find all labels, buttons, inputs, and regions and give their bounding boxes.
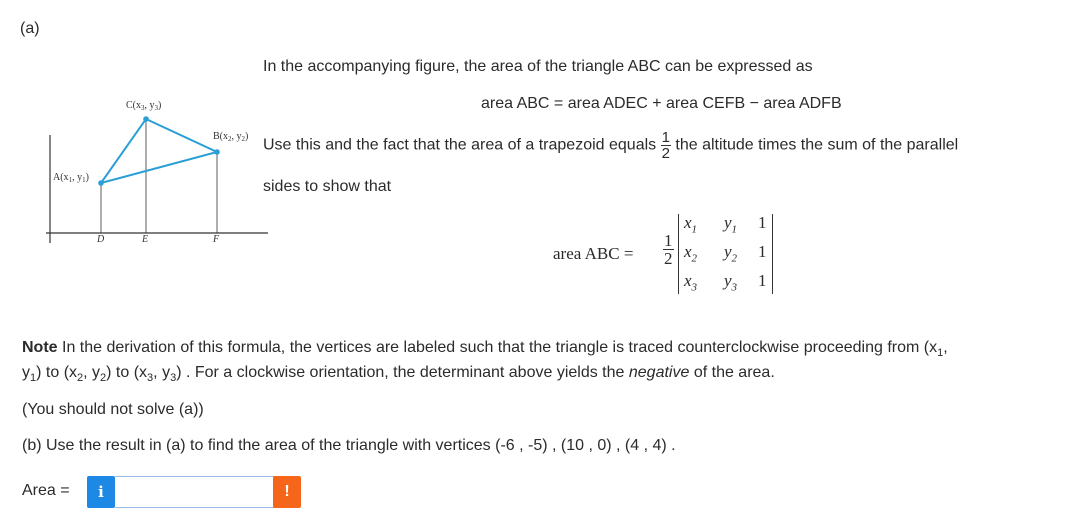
note-clockwise: ) . For a clockwise orientation, the determinant above yields the [176, 364, 625, 381]
formula-half [663, 232, 674, 267]
det-x2: $x_2$ [684, 242, 698, 265]
no-solve-text: (You should not solve (a)) [22, 401, 204, 418]
formula-lhs-text: area ABC = [553, 244, 634, 263]
det-right-bar [772, 214, 773, 294]
label-B: $B(x_2$, $y_2$) [213, 131, 249, 143]
det-one-3: 1 [758, 271, 767, 290]
formula-half-num: 1 [664, 231, 673, 250]
formula-lhs [553, 244, 633, 264]
note-to1: ) to (x [36, 364, 78, 381]
part-a-label: (a) [20, 20, 40, 37]
trapezoid-text-part1: Use this and the fact that the area of a trapezoid equals [263, 136, 657, 154]
det-one-1: 1 [758, 213, 767, 232]
half-fraction [661, 130, 671, 161]
det-one-2: 1 [758, 242, 767, 261]
half-denominator: 2 [661, 145, 670, 162]
label-C: $C(x_3$, $y_3$) [126, 100, 162, 112]
note-y3: , y [153, 364, 171, 381]
trapezoid-text [263, 130, 958, 161]
warning-icon[interactable]: ! [273, 476, 301, 508]
det-left-bar [678, 214, 679, 294]
half-numerator: 1 [661, 129, 670, 146]
tick-D: D [97, 234, 105, 245]
trapezoid-text-part2: the altitude times the sum of the parallel [675, 136, 959, 154]
area-equation: area ABC = area ADEC + area CEFB − area ADFB [481, 95, 842, 112]
vertex-A [98, 180, 104, 186]
area-answer-input[interactable] [115, 476, 276, 508]
formula-half-den: 2 [664, 249, 673, 268]
determinant [676, 212, 776, 296]
note-negative: negative [628, 364, 690, 381]
det-x1: $x_1$ [684, 213, 698, 236]
note-bold: Note [22, 339, 58, 356]
vertex-B [214, 149, 220, 155]
triangle-figure [40, 95, 270, 245]
answer-label: Area = [22, 482, 70, 499]
intro-text: In the accompanying figure, the area of the triangle ABC can be expressed as [263, 58, 813, 75]
note-to2: ) to (x [106, 364, 148, 381]
det-y3: $y_3$ [724, 271, 738, 294]
tick-E: E [142, 234, 149, 245]
note-end: of the area. [693, 364, 775, 381]
note-line-2: $y_1$) to ($x_2$, $y_2$) to ($x_3$, $y_3$) . For a clockwise orientation, the determinant above yields the negative of the area. [22, 364, 775, 385]
note-y2: , y [83, 364, 101, 381]
info-icon[interactable]: i [87, 476, 115, 508]
det-y2: $y_2$ [724, 242, 738, 265]
part-b-text: (b) Use the result in (a) to find the area of the triangle with vertices (-6 , -5) , (10 , 0) , (4 , 4) . [22, 437, 676, 454]
vertex-C [143, 116, 149, 122]
note-y: y [22, 364, 30, 381]
triangle-ABC [101, 119, 217, 183]
label-A: $A(x_1$, $y_1$) [53, 172, 89, 184]
note-line-1-text: In the derivation of this formula, the vertices are labeled such that the triangle is traced counterclockwise proceeding from (x [62, 339, 938, 356]
det-y1: $y_1$ [724, 213, 738, 236]
tick-F: F [213, 234, 220, 245]
note-line-1: Note In the derivation of this formula, the vertices are labeled such that the triangle is traced counterclockwise proceeding from ($x_1$, [22, 339, 948, 360]
det-x3: $x_3$ [684, 271, 698, 294]
sides-text: sides to show that [263, 178, 392, 195]
